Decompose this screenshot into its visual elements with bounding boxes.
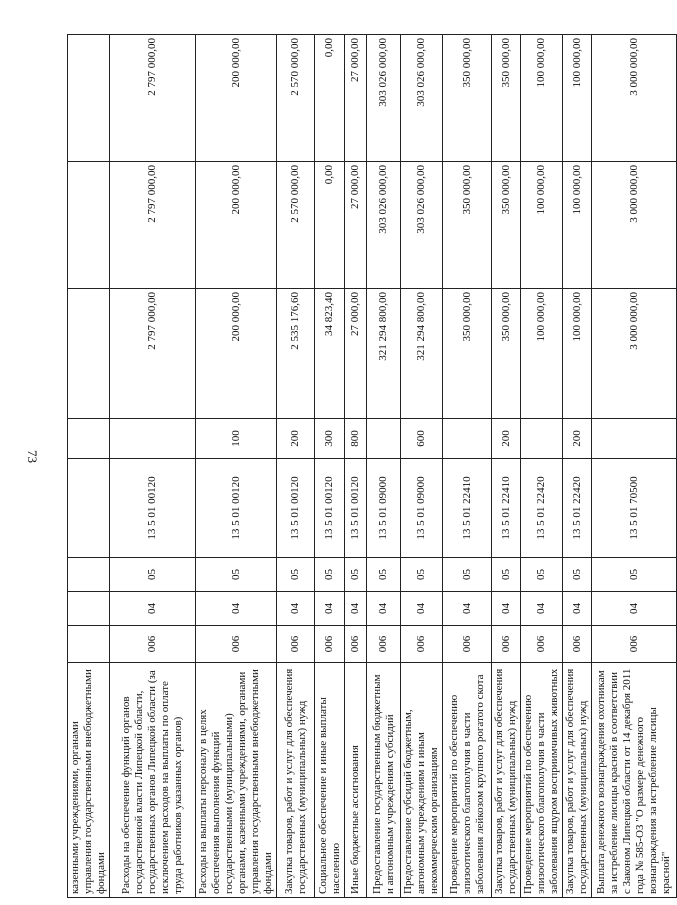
row-subsection: 05 bbox=[401, 558, 443, 592]
row-amount-year-1: 350 000,00 bbox=[492, 289, 521, 419]
row-amount-year-1: 100 000,00 bbox=[563, 289, 592, 419]
row-subsection: 05 bbox=[492, 558, 521, 592]
row-expense-type: 300 bbox=[315, 419, 345, 459]
row-section: 04 bbox=[315, 592, 345, 626]
row-code: 006 bbox=[315, 626, 345, 663]
row-amount-year-3: 350 000,00 bbox=[443, 35, 492, 162]
row-subsection: 05 bbox=[367, 558, 401, 592]
row-amount-year-2: 2 570 000,00 bbox=[277, 162, 315, 289]
row-expense-type: 800 bbox=[345, 419, 367, 459]
row-name: Предоставление субсидий бюджетным, автономным учреждениям и иным некоммерческим организациям bbox=[401, 663, 443, 898]
row-amount-year-3 bbox=[68, 35, 110, 162]
row-name: Закупка товаров, работ и услуг для обеспечения государственных (муниципальных) нужд bbox=[277, 663, 315, 898]
row-section: 04 bbox=[367, 592, 401, 626]
row-section: 04 bbox=[443, 592, 492, 626]
row-name: Социальное обеспечение и иные выплаты населению bbox=[315, 663, 345, 898]
row-subsection bbox=[68, 558, 110, 592]
row-subsection: 05 bbox=[277, 558, 315, 592]
row-amount-year-1: 3 000 000,00 bbox=[592, 289, 677, 419]
row-target-article bbox=[68, 459, 110, 558]
row-amount-year-2: 350 000,00 bbox=[443, 162, 492, 289]
row-code: 006 bbox=[110, 626, 196, 663]
table-row bbox=[443, 35, 492, 898]
rotated-table-container bbox=[67, 35, 672, 898]
row-name: Закупка товаров, работ и услуг для обеспечения государственных (муниципальных) нужд bbox=[492, 663, 521, 898]
row-target-article: 13 5 01 22410 bbox=[443, 459, 492, 558]
row-name: Проведение мероприятий по обеспечению эпизоотического благополучия в части заболевания ящуром восприимчивых животных bbox=[521, 663, 563, 898]
row-amount-year-2: 100 000,00 bbox=[563, 162, 592, 289]
table-row bbox=[521, 35, 563, 898]
row-expense-type: 200 bbox=[563, 419, 592, 459]
row-name: Предоставление государственным бюджетным и автономным учреждениям субсидий bbox=[367, 663, 401, 898]
table-row bbox=[68, 35, 110, 898]
row-expense-type bbox=[68, 419, 110, 459]
row-code: 006 bbox=[345, 626, 367, 663]
row-amount-year-2: 303 026 000,00 bbox=[367, 162, 401, 289]
row-expense-type bbox=[592, 419, 677, 459]
row-amount-year-3: 27 000,00 bbox=[345, 35, 367, 162]
row-amount-year-3: 2 797 000,00 bbox=[110, 35, 196, 162]
row-target-article: 13 5 01 00120 bbox=[345, 459, 367, 558]
row-section: 04 bbox=[521, 592, 563, 626]
row-amount-year-3: 2 570 000,00 bbox=[277, 35, 315, 162]
table-row bbox=[563, 35, 592, 898]
row-target-article: 13 5 01 00120 bbox=[196, 459, 277, 558]
row-name: Расходы на выплаты персоналу в целях обеспечения выполнения функций государственными (муниципальными) органами, казенными учреждениями, органами управления государственными внебюджетными фондами bbox=[196, 663, 277, 898]
row-amount-year-1: 350 000,00 bbox=[443, 289, 492, 419]
row-name: Иные бюджетные ассигнования bbox=[345, 663, 367, 898]
row-amount-year-3: 0,00 bbox=[315, 35, 345, 162]
row-expense-type bbox=[521, 419, 563, 459]
row-expense-type: 200 bbox=[492, 419, 521, 459]
row-target-article: 13 5 01 09000 bbox=[367, 459, 401, 558]
row-amount-year-1: 100 000,00 bbox=[521, 289, 563, 419]
row-name: казенными учреждениями, органами управления государственными внебюджетными фондами bbox=[68, 663, 110, 898]
row-expense-type: 200 bbox=[277, 419, 315, 459]
table-row bbox=[367, 35, 401, 898]
row-expense-type: 600 bbox=[401, 419, 443, 459]
row-code: 006 bbox=[401, 626, 443, 663]
row-amount-year-3: 100 000,00 bbox=[563, 35, 592, 162]
budget-table bbox=[67, 34, 677, 898]
row-target-article: 13 5 01 00120 bbox=[110, 459, 196, 558]
row-code: 006 bbox=[367, 626, 401, 663]
row-amount-year-1: 2 535 176,60 bbox=[277, 289, 315, 419]
row-section: 04 bbox=[401, 592, 443, 626]
row-expense-type: 100 bbox=[196, 419, 277, 459]
table-row bbox=[345, 35, 367, 898]
row-section: 04 bbox=[277, 592, 315, 626]
row-amount-year-2: 2 797 000,00 bbox=[110, 162, 196, 289]
row-amount-year-2: 3 000 000,00 bbox=[592, 162, 677, 289]
table-body bbox=[68, 35, 677, 898]
row-subsection: 05 bbox=[563, 558, 592, 592]
row-amount-year-2: 303 026 000,00 bbox=[401, 162, 443, 289]
row-amount-year-1: 27 000,00 bbox=[345, 289, 367, 419]
row-amount-year-2: 350 000,00 bbox=[492, 162, 521, 289]
row-target-article: 13 5 01 22420 bbox=[521, 459, 563, 558]
row-section: 04 bbox=[110, 592, 196, 626]
row-amount-year-1: 321 294 800,00 bbox=[367, 289, 401, 419]
row-amount-year-1 bbox=[68, 289, 110, 419]
row-amount-year-3: 3 000 000,00 bbox=[592, 35, 677, 162]
row-section: 04 bbox=[196, 592, 277, 626]
row-code: 006 bbox=[521, 626, 563, 663]
row-target-article: 13 5 01 09000 bbox=[401, 459, 443, 558]
row-code: 006 bbox=[443, 626, 492, 663]
row-code: 006 bbox=[563, 626, 592, 663]
row-name: Выплата денежного вознаграждения охотникам за истребление лисицы красной в соответствии с Законом Липецкой области от 14 декабря 2011 года № 585-ОЗ "О размере денежного вознаграждения за истребление лисицы красной" bbox=[592, 663, 677, 898]
row-target-article: 13 5 01 00120 bbox=[277, 459, 315, 558]
row-subsection: 05 bbox=[110, 558, 196, 592]
table-row bbox=[315, 35, 345, 898]
table-row bbox=[592, 35, 677, 898]
row-amount-year-2: 100 000,00 bbox=[521, 162, 563, 289]
row-target-article: 13 5 01 00120 bbox=[315, 459, 345, 558]
row-amount-year-3: 200 000,00 bbox=[196, 35, 277, 162]
row-name: Проведение мероприятий по обеспечению эпизоотического благополучия в части заболевания лейкозом крупного рогатого скота bbox=[443, 663, 492, 898]
page-number: 73 bbox=[25, 450, 40, 463]
row-subsection: 05 bbox=[315, 558, 345, 592]
row-section: 04 bbox=[492, 592, 521, 626]
row-code: 006 bbox=[592, 626, 677, 663]
row-name: Закупка товаров, работ и услуг для обеспечения государственных (муниципальных) нужд bbox=[563, 663, 592, 898]
row-amount-year-1: 2 797 000,00 bbox=[110, 289, 196, 419]
row-target-article: 13 5 01 22420 bbox=[563, 459, 592, 558]
row-amount-year-3: 303 026 000,00 bbox=[367, 35, 401, 162]
table-row bbox=[492, 35, 521, 898]
row-amount-year-2: 200 000,00 bbox=[196, 162, 277, 289]
row-code: 006 bbox=[277, 626, 315, 663]
row-amount-year-3: 100 000,00 bbox=[521, 35, 563, 162]
row-expense-type bbox=[110, 419, 196, 459]
table-row bbox=[196, 35, 277, 898]
row-target-article: 13 5 01 70500 bbox=[592, 459, 677, 558]
row-subsection: 05 bbox=[443, 558, 492, 592]
table-row bbox=[277, 35, 315, 898]
row-amount-year-1: 200 000,00 bbox=[196, 289, 277, 419]
row-amount-year-1: 34 823,40 bbox=[315, 289, 345, 419]
table-row bbox=[401, 35, 443, 898]
row-section: 04 bbox=[563, 592, 592, 626]
row-section: 04 bbox=[592, 592, 677, 626]
row-code bbox=[68, 626, 110, 663]
row-subsection: 05 bbox=[521, 558, 563, 592]
row-amount-year-3: 350 000,00 bbox=[492, 35, 521, 162]
row-expense-type bbox=[367, 419, 401, 459]
row-amount-year-2 bbox=[68, 162, 110, 289]
row-amount-year-2: 27 000,00 bbox=[345, 162, 367, 289]
row-section: 04 bbox=[345, 592, 367, 626]
row-name: Расходы на обеспечение функций органов государственной власти Липецкой области, государственных органов Липецкой области (за исключением расходов на выплаты по оплате труда работников указанных органов) bbox=[110, 663, 196, 898]
row-target-article: 13 5 01 22410 bbox=[492, 459, 521, 558]
row-subsection: 05 bbox=[196, 558, 277, 592]
row-amount-year-1: 321 294 800,00 bbox=[401, 289, 443, 419]
row-code: 006 bbox=[196, 626, 277, 663]
row-expense-type bbox=[443, 419, 492, 459]
row-subsection: 05 bbox=[592, 558, 677, 592]
row-amount-year-2: 0,00 bbox=[315, 162, 345, 289]
row-section bbox=[68, 592, 110, 626]
row-code: 006 bbox=[492, 626, 521, 663]
row-amount-year-3: 303 026 000,00 bbox=[401, 35, 443, 162]
row-subsection: 05 bbox=[345, 558, 367, 592]
table-row bbox=[110, 35, 196, 898]
